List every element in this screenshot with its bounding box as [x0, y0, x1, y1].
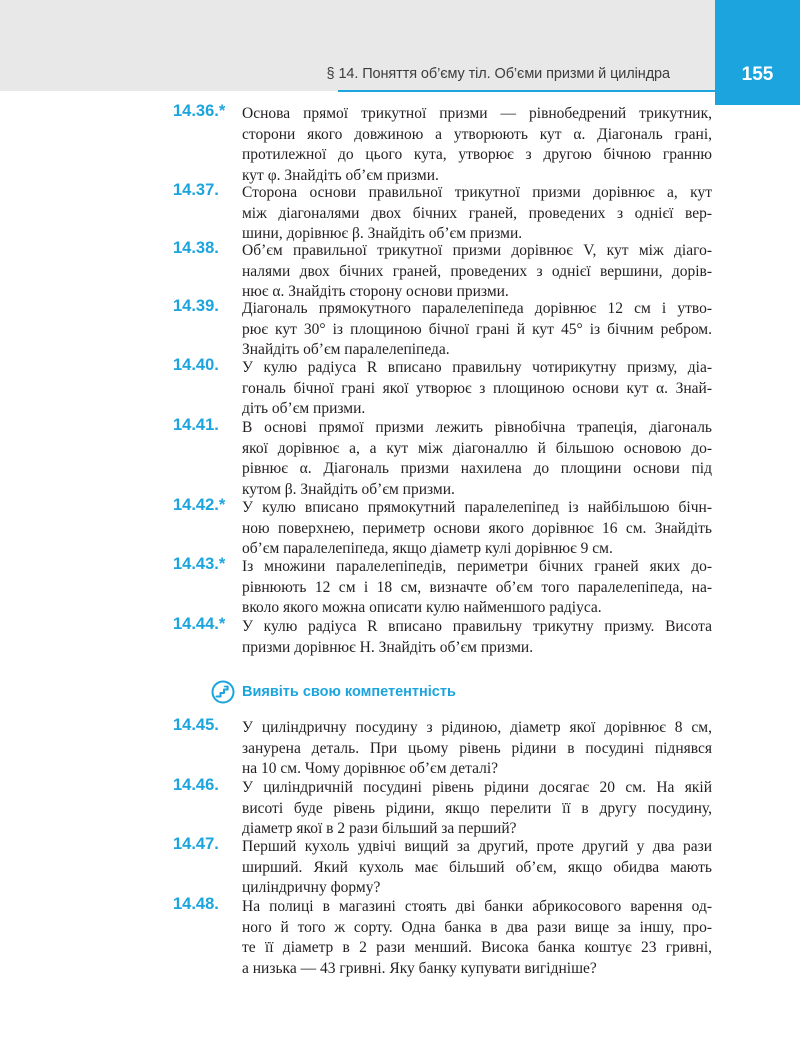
text-line: Основа прямої трикутної призми — рівнобедрений трикутник,: [242, 105, 712, 122]
text-line: висоті буде рівень рідини, якщо перелити її в другу посудину,: [242, 799, 712, 817]
text-line: те її діаметр в 2 рази менший. Висока банка коштує 23 гривні,: [242, 939, 712, 957]
problem-number: 14.41.: [173, 416, 219, 434]
problem-14-43: [0, 557, 800, 619]
stairs-icon: [211, 680, 235, 704]
page-number: 155: [741, 64, 774, 85]
text-line: У циліндричній посудині рівень рідини досягає 20 см. На якій: [242, 779, 712, 796]
problem-number: 14.44.*: [173, 615, 226, 633]
problem-number: 14.42.*: [173, 496, 226, 514]
problem-text: [242, 498, 712, 560]
text-line: об’єм паралелепіпеда, якщо діаметр кулі дорівнює 9 см.: [242, 540, 613, 558]
section-title: Виявіть свою компетентність: [242, 684, 456, 700]
problem-number: 14.39.: [173, 297, 219, 315]
text-line: кутом β. Знайдіть об’єм призми.: [242, 481, 455, 499]
section-heading: [211, 679, 456, 705]
text-line: Із множини паралелепіпедів, периметри бічних граней яких до-: [242, 558, 712, 575]
running-header: § 14. Поняття об’єму тіл. Об’єми призми й циліндра: [326, 66, 670, 82]
text-line: рівнює α. Діагональ призми нахилена до площини основи під: [242, 460, 712, 478]
problem-14-44: [0, 617, 800, 658]
text-line: якої дорівнює a, а кут між діагоналлю й більшою основою до-: [242, 439, 712, 457]
text-line: налями двох бічних граней, проведених з однієї вершини, дорів-: [242, 262, 712, 280]
problem-number: 14.45.: [173, 716, 219, 734]
problem-14-45: [0, 718, 800, 780]
problem-14-48: [0, 897, 800, 980]
text-line: занурена деталь. При цьому рівень рідини в посудині піднявся: [242, 739, 712, 757]
problem-14-37: [0, 183, 800, 245]
text-line: гональ бічної грані якої утворює з площиною основи кут α. Знай-: [242, 379, 712, 397]
problem-text: [242, 358, 712, 420]
problem-number: 14.37.: [173, 181, 219, 199]
problem-text: [242, 778, 712, 840]
problem-text: [242, 183, 712, 245]
text-line: шини, дорівнює β. Знайдіть об’єм призми.: [242, 225, 523, 243]
text-line: ного й того ж сорту. Одна банка в два рази вище за іншу, про-: [242, 918, 712, 936]
text-line: Знайдіть об’єм паралелепіпеда.: [242, 341, 450, 359]
text-line: кут φ. Знайдіть об’єм призми.: [242, 167, 439, 185]
text-line: циліндричну форму?: [242, 879, 381, 897]
text-line: рює кут 30° із площиною бічної грані й кут 45° із бічним ребром.: [242, 320, 712, 338]
text-line: нює α. Знайдіть сторону основи призми.: [242, 283, 509, 301]
text-line: У кулю радіуса R вписано правильну чотирикутну призму, діа-: [242, 359, 712, 376]
text-line: У кулю вписано прямокутний паралелепіпед із найбільшою бічн-: [242, 499, 712, 516]
text-line: а низька — 43 гривні. Яку банку купувати вигідніше?: [242, 960, 597, 978]
text-line: призми дорівнює H. Знайдіть об’єм призми.: [242, 638, 534, 656]
text-line: У циліндричну посудину з рідиною, діаметр якої дорівнює 8 см,: [242, 719, 712, 736]
text-line: ною поверхнею, периметр основи якого дорівнює 16 см. Знайдіть: [242, 519, 712, 537]
text-line: сторони якого довжиною a утворюють кут α. Діагональ грані,: [242, 125, 712, 143]
text-line: діаметр якої в 2 рази більший за перший?: [242, 820, 517, 838]
problem-number: 14.48.: [173, 895, 219, 913]
problem-text: [242, 837, 712, 899]
problem-number: 14.38.: [173, 239, 219, 257]
problem-text: [242, 104, 712, 187]
problem-14-47: [0, 837, 800, 899]
problem-number: 14.47.: [173, 835, 219, 853]
problem-text: [242, 718, 712, 780]
text-line: У кулю радіуса R вписано правильну трикутну призму. Висота: [242, 618, 712, 635]
text-line: Об’єм правильної трикутної призми дорівнює V, кут між діаго-: [242, 242, 712, 259]
problem-text: [242, 557, 712, 619]
text-line: Перший кухоль удвічі вищий за другий, проте другий у два рази: [242, 838, 712, 855]
problem-number: 14.40.: [173, 356, 219, 374]
problem-number: 14.43.*: [173, 555, 226, 573]
text-line: ширший. Який кухоль має більший об’єм, якщо обидва мають: [242, 858, 712, 876]
text-line: діть об’єм призми.: [242, 400, 366, 418]
text-line: Сторона основи правильної трикутної призми дорівнює a, кут: [242, 184, 712, 201]
problem-text: [242, 241, 712, 303]
text-line: На полиці в магазині стоять дві банки абрикосового варення од-: [242, 898, 712, 915]
problem-text: [242, 299, 712, 361]
problem-14-40: [0, 358, 800, 420]
text-line: В основі прямої призми лежить рівнобічна трапеція, діагональ: [242, 419, 712, 436]
text-line: між діагоналями двох бічних граней, проведених з однієї вер-: [242, 204, 712, 222]
problem-14-39: [0, 299, 800, 361]
problem-14-46: [0, 778, 800, 840]
problem-14-41: [0, 418, 800, 501]
text-line: на 10 см. Чому дорівнює об’єм деталі?: [242, 760, 499, 778]
header-divider: [338, 90, 715, 92]
text-line: Діагональ прямокутного паралелепіпеда дорівнює 12 см і утво-: [242, 300, 712, 317]
problem-text: [242, 418, 712, 501]
text-line: рівнюють 12 см і 18 см, визначте об’єм того паралелепіпеда, на-: [242, 578, 712, 596]
page-number-tab: [715, 0, 800, 105]
problem-14-36: [0, 104, 800, 187]
problem-14-38: [0, 241, 800, 303]
problem-number: 14.36.*: [173, 102, 226, 120]
problem-number: 14.46.: [173, 776, 219, 794]
problem-14-42: [0, 498, 800, 560]
problem-text: [242, 897, 712, 980]
problem-text: [242, 617, 712, 658]
text-line: вколо якого можна описати кулю найменшого радіуса.: [242, 599, 602, 617]
text-line: протилежної до цього кута, утворює з другою бічною гранню: [242, 146, 712, 164]
